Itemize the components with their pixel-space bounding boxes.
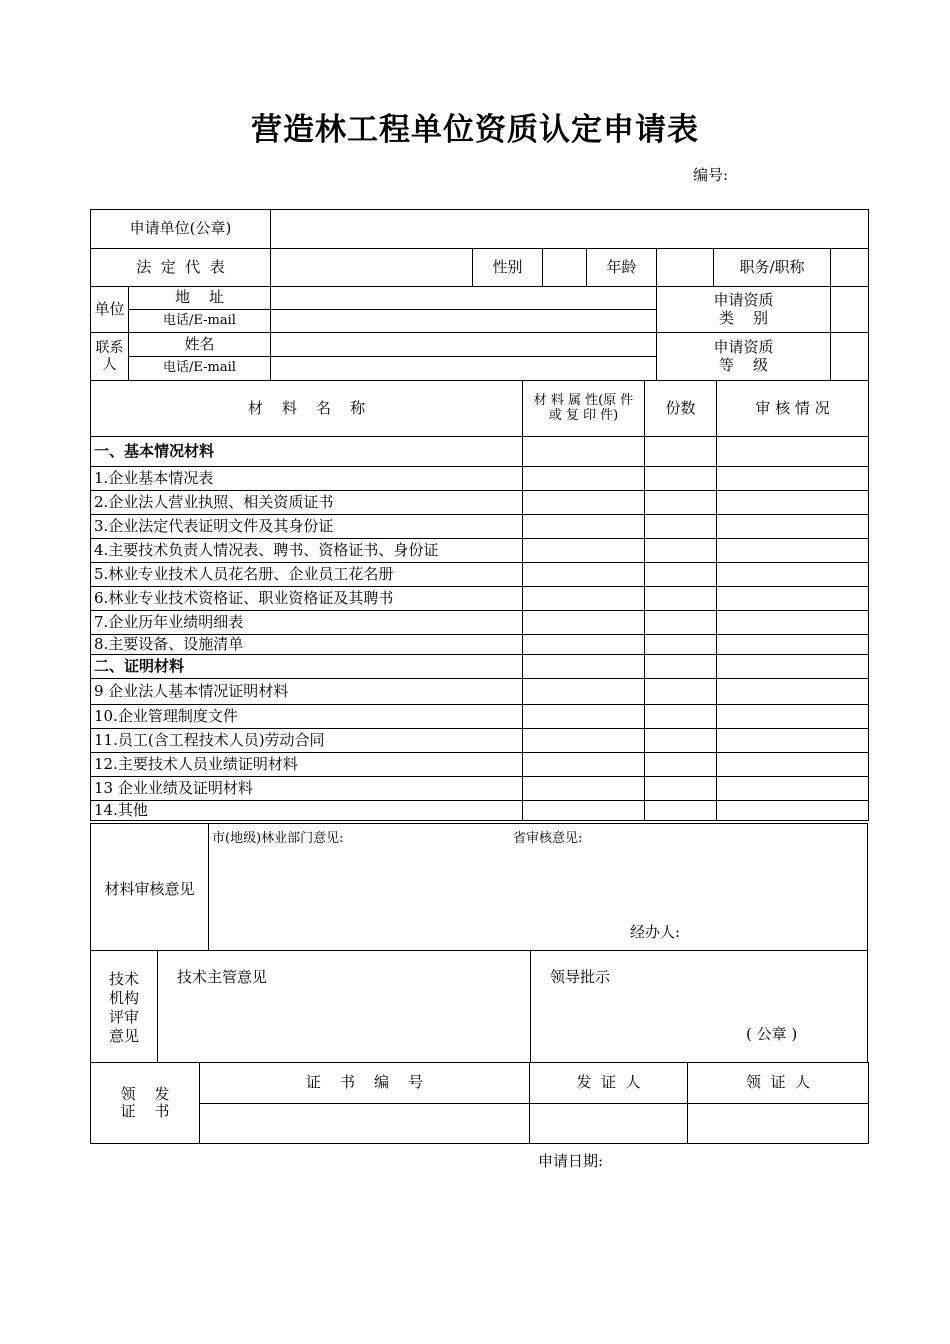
material-review-cell[interactable] (717, 539, 869, 563)
material-item: 13 企业业绩及证明材料 (91, 777, 523, 801)
material-attr-cell[interactable] (523, 539, 645, 563)
material-item: 4.主要技术负责人情况表、聘书、资格证书、身份证 (91, 539, 523, 563)
material-item: 12.主要技术人员业绩证明材料 (91, 753, 523, 777)
material-item: 二、证明材料 (91, 655, 523, 679)
material-attr-cell[interactable] (523, 679, 645, 705)
material-copies-cell[interactable] (645, 467, 717, 491)
material-copies-cell[interactable] (645, 635, 717, 655)
material-review-cell[interactable] (717, 729, 869, 753)
cert-label-2: 证 书 (120, 1102, 170, 1120)
col-material-name: 材 料 名 称 (91, 381, 523, 437)
apply-date-label: 申请日期: (538, 1152, 604, 1170)
col-copies: 份数 (645, 381, 717, 437)
cert-label (91, 1063, 200, 1144)
material-item: 5.林业专业技术人员花名册、企业员工花名册 (91, 563, 523, 587)
table-row (91, 777, 869, 801)
tech-label-2: 机构 (108, 989, 139, 1007)
material-review-cell[interactable] (717, 705, 869, 729)
address-label: 地 址 (129, 287, 271, 310)
serial-number-label: 编号: (693, 166, 729, 184)
material-item: 8.主要设备、设施清单 (91, 635, 523, 655)
material-review-cell[interactable] (717, 563, 869, 587)
table-row (91, 801, 869, 821)
qual-type-field[interactable] (831, 287, 869, 333)
tech-label-1: 技术 (108, 970, 139, 988)
material-copies-cell[interactable] (645, 437, 717, 467)
table-row (91, 611, 869, 635)
cert-receiver-label: 领 证 人 (688, 1063, 869, 1104)
qual-level-label-1: 申请资质 (713, 338, 774, 357)
col-review: 审 核 情 况 (717, 381, 869, 437)
material-item: 11.员工(含工程技术人员)劳动合同 (91, 729, 523, 753)
position-label: 职务/职称 (714, 249, 831, 287)
qual-level-field[interactable] (831, 333, 869, 381)
handler-label: 经办人: (630, 923, 681, 941)
material-copies-cell[interactable] (645, 777, 717, 801)
unit-phone-label: 电话/E-mail (129, 310, 271, 333)
material-review-cell[interactable] (717, 587, 869, 611)
tech-review-section (90, 950, 868, 1063)
tech-label-3: 评审 (108, 1008, 139, 1026)
material-attr-cell[interactable] (523, 635, 645, 655)
materials-rows (91, 437, 869, 821)
material-item: 10.企业管理制度文件 (91, 705, 523, 729)
material-review-cell[interactable] (717, 753, 869, 777)
material-attr-cell[interactable] (523, 467, 645, 491)
leader-approval-label: 领导批示 (550, 968, 611, 986)
material-review-cell[interactable] (717, 467, 869, 491)
material-attr-cell[interactable] (523, 491, 645, 515)
review-section (90, 823, 868, 951)
material-attr-cell[interactable] (523, 705, 645, 729)
position-field[interactable] (831, 249, 869, 287)
cert-receiver-field[interactable] (688, 1104, 869, 1144)
material-attr-cell[interactable] (523, 437, 645, 467)
col-material-attr: 材 料 属 性(原 件 或 复 印 件) (523, 381, 645, 437)
material-attr-cell[interactable] (523, 563, 645, 587)
material-review-cell[interactable] (717, 611, 869, 635)
material-review-cell[interactable] (717, 679, 869, 705)
material-item: 3.企业法定代表证明文件及其身份证 (91, 515, 523, 539)
page-title: 营造林工程单位资质认定申请表 (251, 112, 699, 148)
table-row (91, 679, 869, 705)
contact-phone-label: 电话/E-mail (129, 357, 271, 381)
material-attr-cell[interactable] (523, 777, 645, 801)
table-row (91, 705, 869, 729)
material-attr-cell[interactable] (523, 801, 645, 821)
material-copies-cell[interactable] (645, 655, 717, 679)
material-copies-cell[interactable] (645, 491, 717, 515)
material-review-cell[interactable] (717, 777, 869, 801)
gender-label: 性别 (473, 249, 543, 287)
material-copies-cell[interactable] (645, 515, 717, 539)
applicant-unit-label: 申请单位(公章) (91, 210, 271, 249)
material-review-cell[interactable] (717, 801, 869, 821)
gender-field[interactable] (543, 249, 587, 287)
qual-level-label (657, 333, 831, 381)
review-label: 材料审核意见 (104, 880, 195, 898)
material-attr-cell[interactable] (523, 611, 645, 635)
address-field[interactable] (271, 287, 657, 310)
material-copies-cell[interactable] (645, 705, 717, 729)
table-row (91, 655, 869, 679)
material-copies-cell[interactable] (645, 679, 717, 705)
material-item: 14.其他 (91, 801, 523, 821)
supervisor-opinion-label: 技术主管意见 (177, 968, 268, 986)
table-row (91, 563, 869, 587)
material-item: 7.企业历年业绩明细表 (91, 611, 523, 635)
material-copies-cell[interactable] (645, 587, 717, 611)
table-row (91, 467, 869, 491)
legal-rep-label: 法 定 代 表 (91, 249, 271, 287)
cert-issuer-label: 发 证 人 (530, 1063, 688, 1104)
material-attr-cell[interactable] (523, 587, 645, 611)
contact-name-label: 姓名 (129, 333, 271, 357)
certificate-table (90, 1062, 869, 1144)
age-field[interactable] (657, 249, 714, 287)
table-row (91, 539, 869, 563)
seal-label: ( 公章 ) (746, 1025, 798, 1043)
legal-rep-field[interactable] (271, 249, 473, 287)
material-attr-cell[interactable] (523, 753, 645, 777)
contact-phone-field[interactable] (271, 357, 657, 381)
material-item: 一、基本情况材料 (91, 437, 523, 467)
table-row (91, 491, 869, 515)
contact-name-field[interactable] (271, 333, 657, 357)
material-copies-cell[interactable] (645, 611, 717, 635)
material-item: 6.林业专业技术资格证、职业资格证及其聘书 (91, 587, 523, 611)
material-review-cell[interactable] (717, 515, 869, 539)
materials-table (90, 380, 869, 821)
cert-number-label: 证 书 编 号 (200, 1063, 530, 1104)
material-review-cell[interactable] (717, 437, 869, 467)
table-row (91, 635, 869, 655)
material-attr-cell[interactable] (523, 655, 645, 679)
table-row (91, 587, 869, 611)
unit-label: 单位 (91, 287, 129, 333)
material-item: 9 企业法人基本情况证明材料 (91, 679, 523, 705)
tech-label-4: 意见 (108, 1027, 139, 1045)
qual-level-label-2: 等 级 (718, 355, 769, 374)
qual-type-label-1: 申请资质 (713, 291, 774, 310)
material-item: 2.企业法人营业执照、相关资质证书 (91, 491, 523, 515)
material-attr-cell[interactable] (523, 729, 645, 753)
material-copies-cell[interactable] (645, 729, 717, 753)
qual-type-label (657, 287, 831, 333)
table-row (91, 729, 869, 753)
material-item: 1.企业基本情况表 (91, 467, 523, 491)
material-attr-cell[interactable] (523, 515, 645, 539)
table-row (91, 437, 869, 467)
cert-label-1: 领 发 (120, 1084, 170, 1103)
material-copies-cell[interactable] (645, 539, 717, 563)
applicant-unit-field[interactable] (271, 210, 869, 249)
cert-issuer-field[interactable] (530, 1104, 688, 1144)
unit-phone-field[interactable] (271, 310, 657, 333)
cert-number-field[interactable] (200, 1104, 530, 1144)
material-copies-cell[interactable] (645, 801, 717, 821)
material-copies-cell[interactable] (645, 753, 717, 777)
contact-label: 联系人 (91, 333, 129, 381)
material-review-cell[interactable] (717, 491, 869, 515)
material-review-cell[interactable] (717, 635, 869, 655)
material-copies-cell[interactable] (645, 563, 717, 587)
table-row (91, 753, 869, 777)
applicant-info-table (90, 209, 869, 381)
tech-review-label (91, 970, 157, 1046)
age-label: 年龄 (587, 249, 657, 287)
qual-type-label-2: 类 别 (718, 308, 769, 327)
material-review-cell[interactable] (717, 655, 869, 679)
province-opinion-label: 省审核意见: (513, 831, 583, 846)
city-opinion-label: 市(地级)林业部门意见: (212, 831, 344, 846)
table-row (91, 515, 869, 539)
